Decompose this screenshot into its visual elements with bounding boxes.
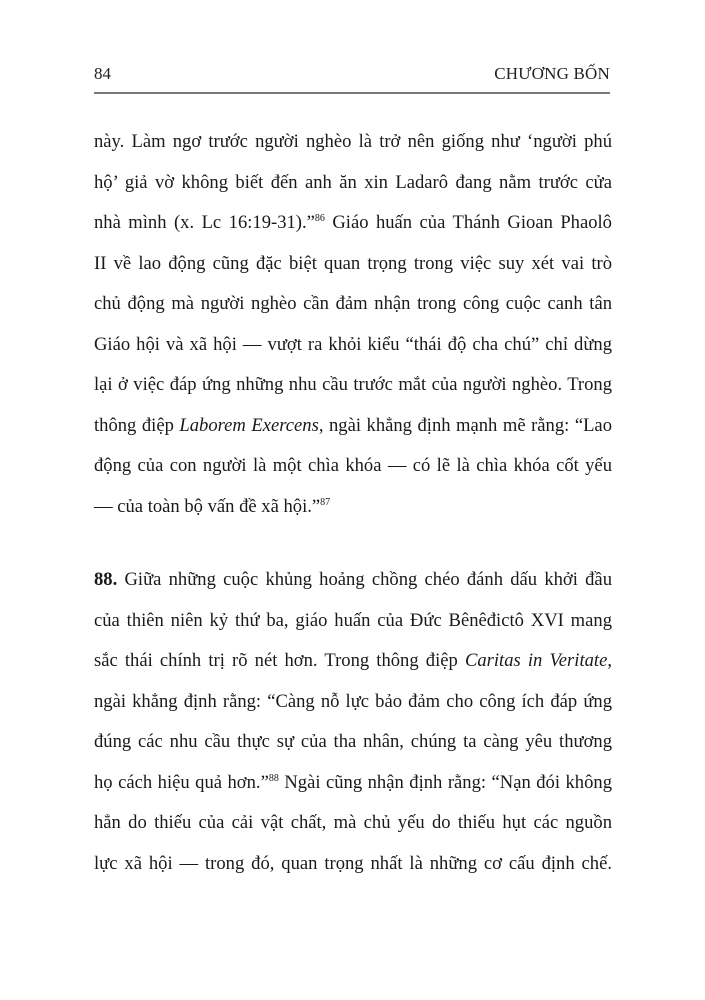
text-span: họ cách hiệu quả hơn.” xyxy=(94,771,269,793)
text-line: ngài khẳng định rằng: “Càng nỗ lực bảo đảm cho công ích đáp ứng xyxy=(94,690,612,712)
text-span: , ngài khẳng định mạnh mẽ rằng: “Lao xyxy=(318,414,612,436)
running-header xyxy=(94,62,610,84)
text-line xyxy=(94,763,612,804)
text-line: chủ động mà người nghèo cần đảm nhận trong công cuộc canh tân xyxy=(94,293,612,314)
text-span: thông điệp xyxy=(94,414,180,436)
footnote-ref-87[interactable]: 87 xyxy=(320,496,331,508)
text-line: đúng các nhu cầu thực sự của tha nhân, chúng ta càng yêu thương xyxy=(94,731,612,752)
footnote-ref-88[interactable]: 88 xyxy=(268,772,279,784)
text-line: của thiên niên kỷ thứ ba, giáo huấn của Đức Bênêđictô XVI mang xyxy=(94,609,612,631)
text-line xyxy=(94,560,612,601)
page-number: 84 xyxy=(94,64,111,83)
document-title-caritas-in-veritate: Caritas in Veritate xyxy=(464,650,608,671)
paragraph-88 xyxy=(94,560,612,884)
footnote-ref-86[interactable]: 86 xyxy=(314,213,325,224)
text-line xyxy=(94,406,612,447)
text-line: lực xã hội — trong đó, quan trọng nhất là những cơ cấu định chế. xyxy=(94,852,612,874)
chapter-title: CHƯƠNG BỐN xyxy=(494,64,610,83)
text-line xyxy=(94,203,612,244)
text-span: — của toàn bộ vấn đề xã hội.” xyxy=(94,495,321,517)
text-span: Giáo huấn của Thánh Gioan Phaolô xyxy=(324,212,612,233)
text-line: Giáo hội và xã hội — vượt ra khỏi kiểu “thái độ cha chú” chỉ dừng xyxy=(94,333,612,355)
text-span: nhà mình (x. Lc 16:19-31).” xyxy=(94,212,315,233)
text-line: lại ở việc đáp ứng những nhu cầu trước mắt của người nghèo. Trong xyxy=(94,374,612,395)
text-line: động của con người là một chìa khóa — có lẽ là chìa khóa cốt yếu xyxy=(94,455,612,476)
text-span: Giữa những cuộc khủng hoảng chồng chéo đánh dấu khởi đầu xyxy=(117,569,612,590)
text-span: , xyxy=(607,650,612,671)
text-line: II về lao động cũng đặc biệt quan trọng trong việc suy xét vai trò xyxy=(94,252,612,274)
header-rule xyxy=(94,92,610,94)
document-title-laborem-exercens: Laborem Exercens xyxy=(179,414,319,436)
paragraph-1 xyxy=(94,122,612,527)
text-line xyxy=(94,487,612,528)
text-span: sắc thái chính trị rõ nét hơn. Trong thông điệp xyxy=(94,650,465,671)
text-span: Ngài cũng nhận định rằng: “Nạn đói không xyxy=(278,771,612,793)
text-line xyxy=(94,641,612,682)
paragraph-number: 88. xyxy=(94,569,118,590)
text-line: hộ’ giả vờ không biết đến anh ăn xin Ladarô đang nằm trước cửa xyxy=(94,171,612,193)
text-line: này. Làm ngơ trước người nghèo là trở nên giống như ‘người phú xyxy=(94,131,612,152)
text-line: hẳn do thiếu của cải vật chất, mà chủ yếu do thiếu hụt các nguồn xyxy=(94,812,612,833)
